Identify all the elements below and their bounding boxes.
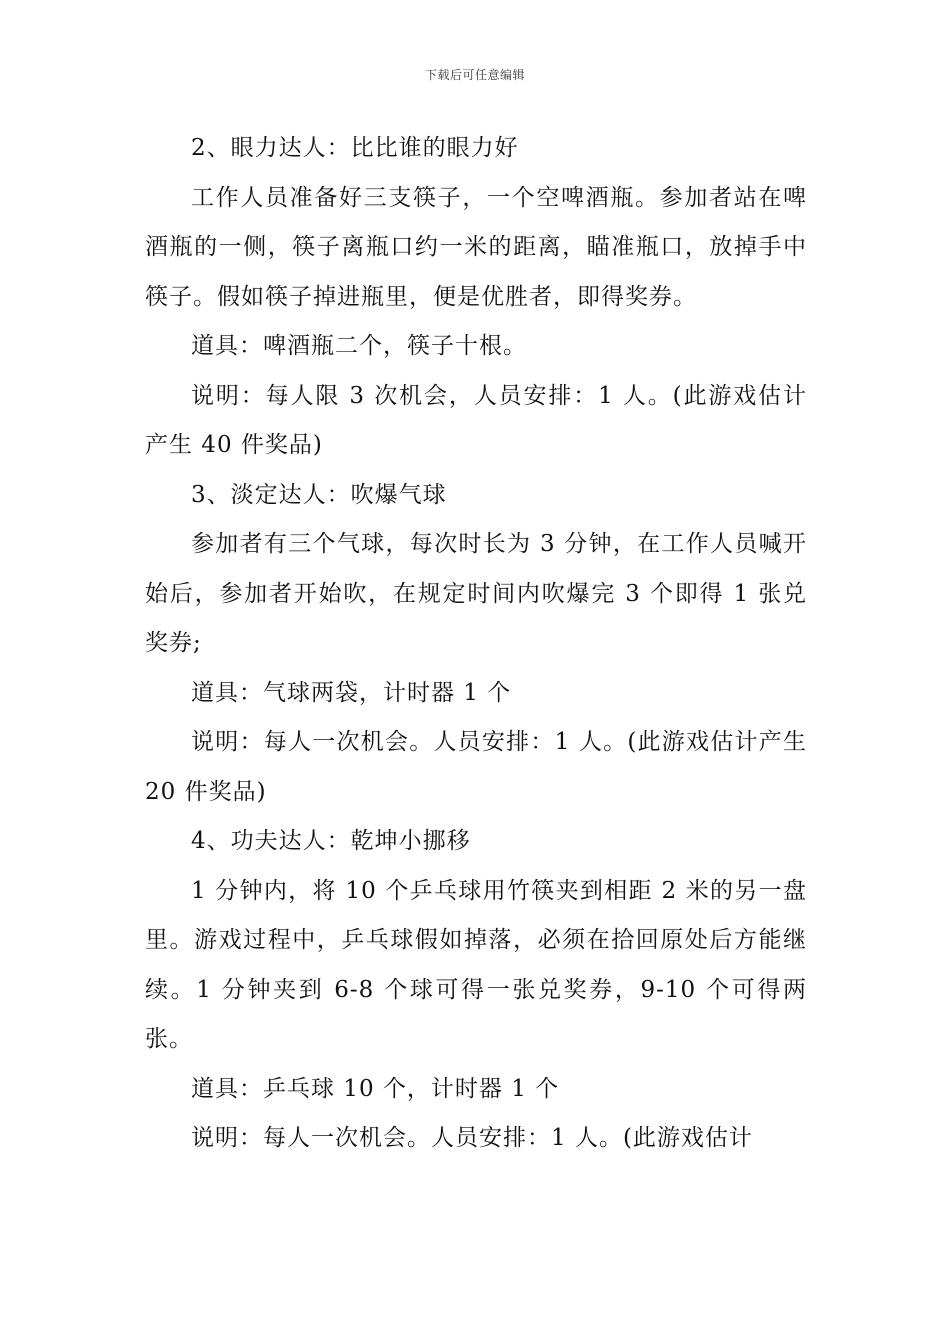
section-heading-eyesight: 2、眼力达人：比比谁的眼力好: [191, 135, 519, 161]
paragraph-balloon-rules: 参加者有三个气球，每次时长为 3 分钟，在工作人员喊开始后，参加者开始吹，在规定时间内吹爆完 3 个即得 1 张兑奖券;: [145, 531, 807, 656]
paragraph-eyesight-notes: 说明：每人限 3 次机会，人员安排：1 人。(此游戏估计产生 40 件奖品): [145, 382, 807, 458]
document-body: [145, 124, 807, 1164]
section-heading-kungfu: 4、功夫达人：乾坤小挪移: [191, 828, 471, 854]
paragraph-kungfu-rules: 1 分钟内，将 10 个乒乓球用竹筷夹到相距 2 米的另一盘里。游戏过程中，乒乓球假如掉落，必须在拾回原处后方能继续。1 分钟夹到 6-8 个球可得一张兑奖券，9-10 个可得两张。: [145, 877, 807, 1052]
header-note: 下载后可任意编辑: [424, 68, 525, 82]
paragraph-balloon-props: 道具：气球两袋，计时器 1 个: [191, 679, 512, 706]
section-heading-balloon: 3、淡定达人：吹爆气球: [191, 481, 447, 508]
paragraph-balloon-notes: 说明：每人一次机会。人员安排：1 人。(此游戏估计产生 20 件奖品): [145, 729, 807, 805]
paragraph-eyesight-props: 道具：啤酒瓶二个，筷子十根。: [191, 333, 527, 359]
paragraph-eyesight-rules: 工作人员准备好三支筷子，一个空啤酒瓶。参加者站在啤酒瓶的一侧，筷子离瓶口约一米的距离，瞄准瓶口，放掉手中筷子。假如筷子掉进瓶里，便是优胜者，即得奖券。: [145, 184, 807, 310]
paragraph-kungfu-notes: 说明：每人一次机会。人员安排：1 人。(此游戏估计: [191, 1125, 753, 1151]
paragraph-kungfu-props: 道具：乒乓球 10 个，计时器 1 个: [191, 1075, 560, 1102]
